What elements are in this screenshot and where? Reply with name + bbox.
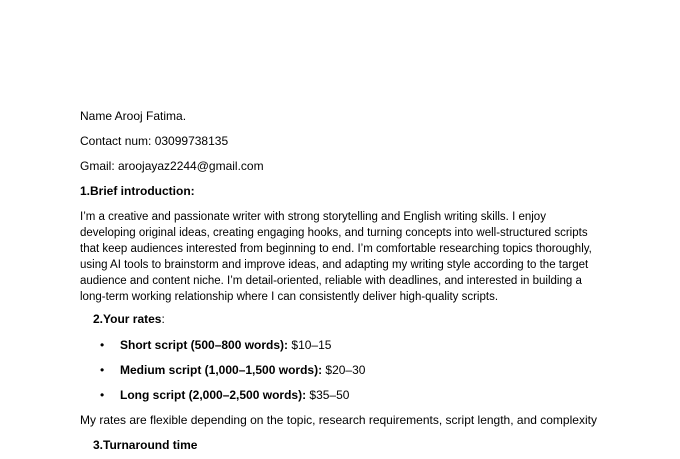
- bullet-icon: •: [100, 388, 105, 402]
- name-line: Name Arooj Fatima.: [80, 109, 187, 123]
- rates-heading-colon: :: [161, 312, 165, 326]
- contact-number-line: Contact num: 03099738135: [80, 134, 229, 148]
- turnaround-heading: 3.Turnaround time: [93, 438, 198, 452]
- introduction-heading: 1.Brief introduction:: [80, 184, 195, 198]
- rate-price: $35–50: [306, 388, 350, 402]
- rate-price: $20–30: [322, 363, 366, 377]
- rate-item-medium: [100, 363, 365, 378]
- email-line: Gmail: aroojayaz2244@gmail.com: [80, 159, 264, 173]
- rate-label: Long script (2,000–2,500 words):: [120, 388, 307, 402]
- rates-heading-text: 2.Your rates: [93, 312, 162, 326]
- rate-label: Short script (500–800 words):: [120, 338, 289, 352]
- rate-price: $10–15: [288, 338, 332, 352]
- rate-item-short: [100, 338, 331, 353]
- bullet-icon: •: [100, 338, 105, 352]
- rates-note: My rates are flexible depending on the topic, research requirements, script length, and complexity: [80, 413, 597, 427]
- rate-label: Medium script (1,000–1,500 words):: [120, 363, 323, 377]
- bullet-icon: •: [100, 363, 105, 377]
- rate-item-long: [100, 388, 349, 403]
- introduction-paragraph: I’m a creative and passionate writer with strong storytelling and English writing skills. I enjoy developing original ideas, creating engaging hooks, and turning concepts into well-structured scripts that keep audiences interested from beginning to end. I’m comfortable researching topics thoroughly, using AI tools to brainstorm and improve ideas, and adapting my writing style according to the target audience and content niche. I’m detail-oriented, reliable with deadlines, and interested in building a long-term working relationship where I can consistently deliver high-quality scripts.: [80, 211, 592, 303]
- rates-heading: [93, 312, 165, 327]
